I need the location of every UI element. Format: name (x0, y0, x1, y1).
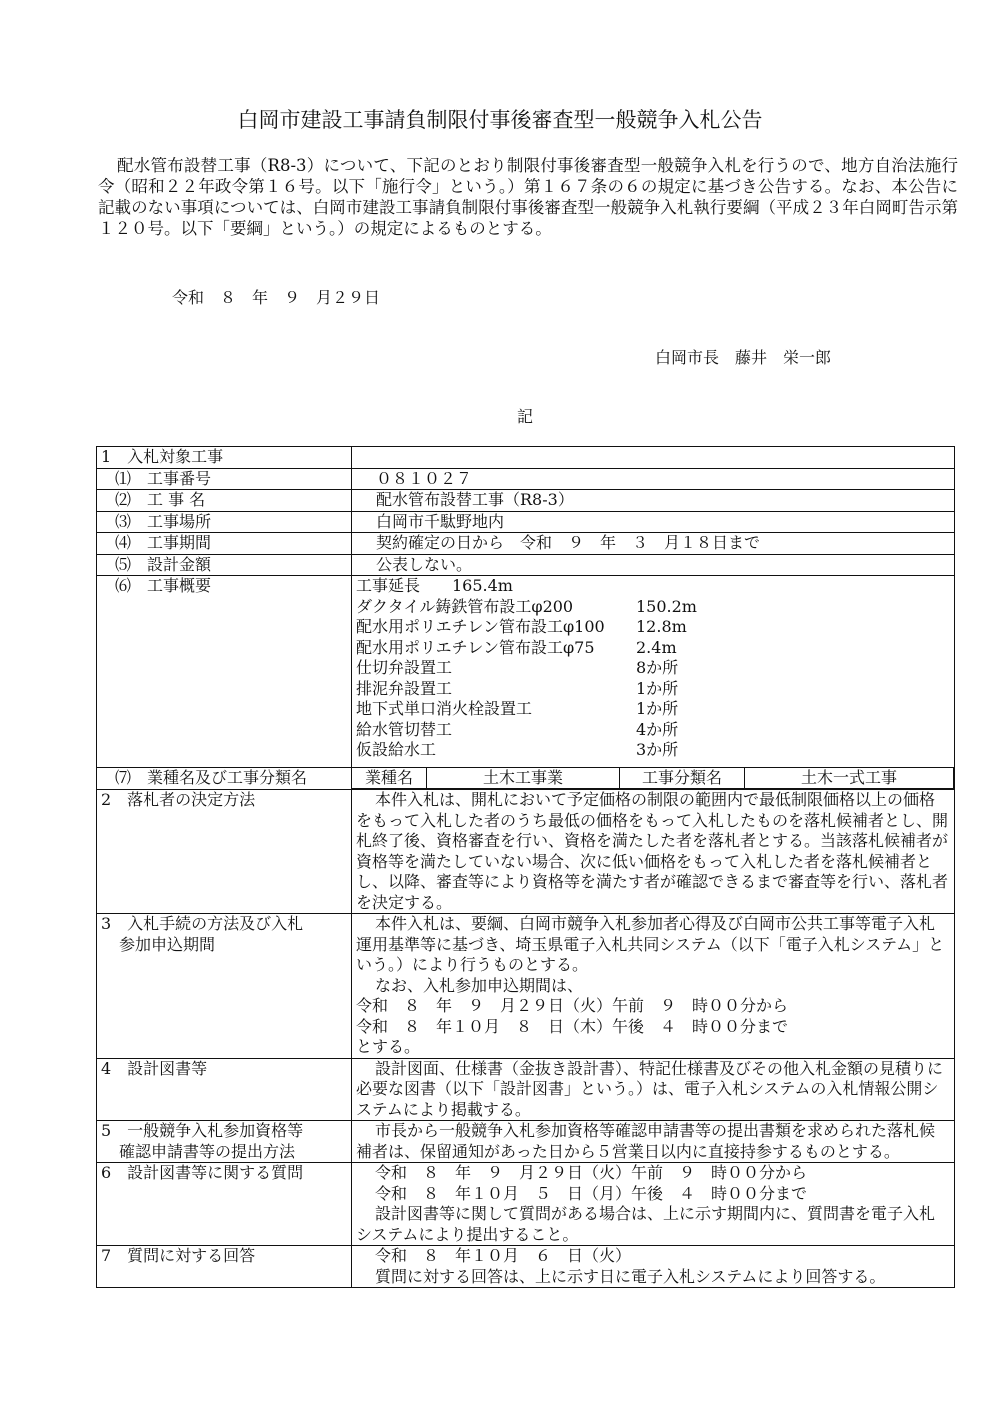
section6-label: 6 設計図書等に関する質問 (97, 1163, 352, 1246)
list-item: 給水管切替工 4か所 (356, 719, 679, 739)
page-title: 白岡市建設工事請負制限付事後審査型一般競争入札公告 (237, 108, 763, 132)
section3-text: 本件入札は、要綱、白岡市競争入札参加者心得及び白岡市公共工事等電子入札運用基準等に基づき、埼玉県電子入札共同システム（以下「電子入札システム」という。）により行うものとする。 (356, 914, 945, 974)
list-item: 仕切弁設置工 8か所 (356, 658, 679, 677)
category-table (352, 768, 954, 790)
section2-text: 本件入札は、開札において予定価格の制限の範囲内で最低制限価格以上の価格をもって入札した者のうち最低の価格をもって入札したものを落札候補者とし、開札終了後、資格審査を行い、資格を満たした者を落札者とする。当該落札候補者が資格等を満たしていない場合、次に低い価格をもって入札した者を落札候補者とし、以降、審査等により資格等を満たす者が確認できるまで審査等を行い、落札者を決定する。 (356, 790, 949, 912)
section6-row (97, 1163, 955, 1246)
table-row (97, 554, 955, 576)
ki-heading: 記 (516, 407, 533, 426)
application-end: 令和 ８ 年１０月 ８ 日（木）午後 ４ 時００分まで (356, 1016, 789, 1036)
industry-value: 土木工事業 (427, 768, 620, 789)
category-cell (352, 767, 955, 790)
category-label: 工事分類名 (620, 768, 745, 789)
notice-date: 令和 ８ 年 ９ 月２９日 (172, 288, 381, 307)
list-item: 地下式単口消火栓設置工 1か所 (356, 699, 679, 718)
row-label: ⑹ 工事概要 (97, 576, 352, 768)
section5-row (97, 1121, 955, 1163)
section4-text: 設計図面、仕様書（金抜き設計書）、特記仕様書及びその他入札金額の見積りに必要な図書（以下「設計図書」という。）は、電子入札システムの入札情報公開システムにより掲載する。 (356, 1058, 944, 1119)
section3-end: とする。 (356, 1037, 421, 1056)
section5-text: 市長から一般競争入札参加資格等確認申請書等の提出書類を求められた落札候補者は、保留通知があった日から５営業日以内に直接持参するものとする。 (356, 1121, 936, 1161)
list-item: 配水用ポリエチレン管布設工φ75 2.4m (356, 637, 677, 657)
table-row (97, 468, 955, 490)
table-row (97, 511, 955, 533)
construction-number: ０８１０２７ (352, 468, 955, 490)
section2-label: 2 落札者の決定方法 (97, 790, 352, 914)
mayor-signature: 白岡市長 藤井 栄一郎 (655, 348, 832, 367)
application-start: 令和 ８ 年 ９ 月２９日（火）午前 ９ 時００分から (356, 996, 789, 1015)
section7-row (97, 1246, 955, 1288)
list-item: 排泥弁設置工 1か所 (356, 678, 679, 698)
industry-label: 業種名 (352, 768, 427, 789)
list-item: 工事延長 165.4m (356, 576, 513, 595)
section7-text: 質問に対する回答は、上に示す日に電子入札システムにより回答する。 (375, 1266, 886, 1286)
construction-name: 配水管布設替工事（R8-3） (352, 490, 955, 512)
category-value: 土木一式工事 (745, 768, 954, 789)
list-item: 仮設給水工 3か所 (356, 740, 679, 759)
list-item: ダクタイル鋳鉄管布設工φ200 150.2m (356, 596, 697, 616)
row-label: ⑶ 工事場所 (97, 511, 352, 533)
section5-label: 5 一般競争入札参加資格等 (101, 1121, 304, 1140)
section5-label-cont: 確認申請書等の提出方法 (119, 1141, 296, 1161)
section3-label: 3 入札手続の方法及び入札 (101, 914, 304, 933)
answer-date: 令和 ８ 年１０月 ６ 日（火） (375, 1246, 632, 1265)
question-end: 令和 ８ 年１０月 ５ 日（月）午後 ４ 時００分まで (375, 1183, 808, 1203)
section6-text: 設計図書等に関して質問がある場合は、上に示す期間内に、質問書を電子入札システムにより提出すること。 (356, 1204, 936, 1244)
section4-label: 4 設計図書等 (97, 1058, 352, 1121)
section7-label: 7 質問に対する回答 (97, 1246, 352, 1288)
overview-row (97, 576, 955, 768)
table-row (97, 533, 955, 555)
list-item: 配水用ポリエチレン管布設工φ100 12.8m (356, 617, 687, 636)
category-row (97, 767, 955, 790)
preamble-text: 配水管布設替工事（R8-3）について、下記のとおり制限付事後審査型一般競争入札を行うので、地方自治法施行令（昭和２２年政令第１６号。以下「施行令」という。）第１６７条の６の規定に基づき公告する。なお、本公告に記載のない事項については、白岡市建設工事請負制限付事後審査型一般競争入札執行要綱（平成２３年白岡町告示第１２０号。以下「要綱」という。）の規定によるものとする。 (98, 156, 959, 238)
question-start: 令和 ８ 年 ９ 月２９日（火）午前 ９ 時００分から (375, 1163, 808, 1182)
construction-site: 白岡市千駄野地内 (352, 511, 955, 533)
row-label: ⑷ 工事期間 (97, 533, 352, 555)
row-label: ⑴ 工事番号 (97, 468, 352, 490)
construction-period: 契約確定の日から 令和 ９ 年 ３ 月１８日まで (352, 533, 955, 555)
section1-label: 1 入札対象工事 (97, 447, 352, 469)
section3-text2: なお、入札参加申込期間は、 (375, 975, 584, 995)
row-label: ⑵ 工 事 名 (97, 490, 352, 512)
section2-row (97, 790, 955, 914)
section3-label-cont: 参加申込期間 (119, 934, 216, 954)
design-amount: 公表しない。 (352, 554, 955, 576)
notice-table (96, 446, 955, 1288)
row-label: ⑸ 設計金額 (97, 554, 352, 576)
table-row (97, 490, 955, 512)
section4-row (97, 1058, 955, 1121)
section1-header (97, 447, 955, 469)
section3-row (97, 914, 955, 1059)
overview-cell (352, 576, 955, 768)
row-label: ⑺ 業種名及び工事分類名 (97, 767, 352, 790)
